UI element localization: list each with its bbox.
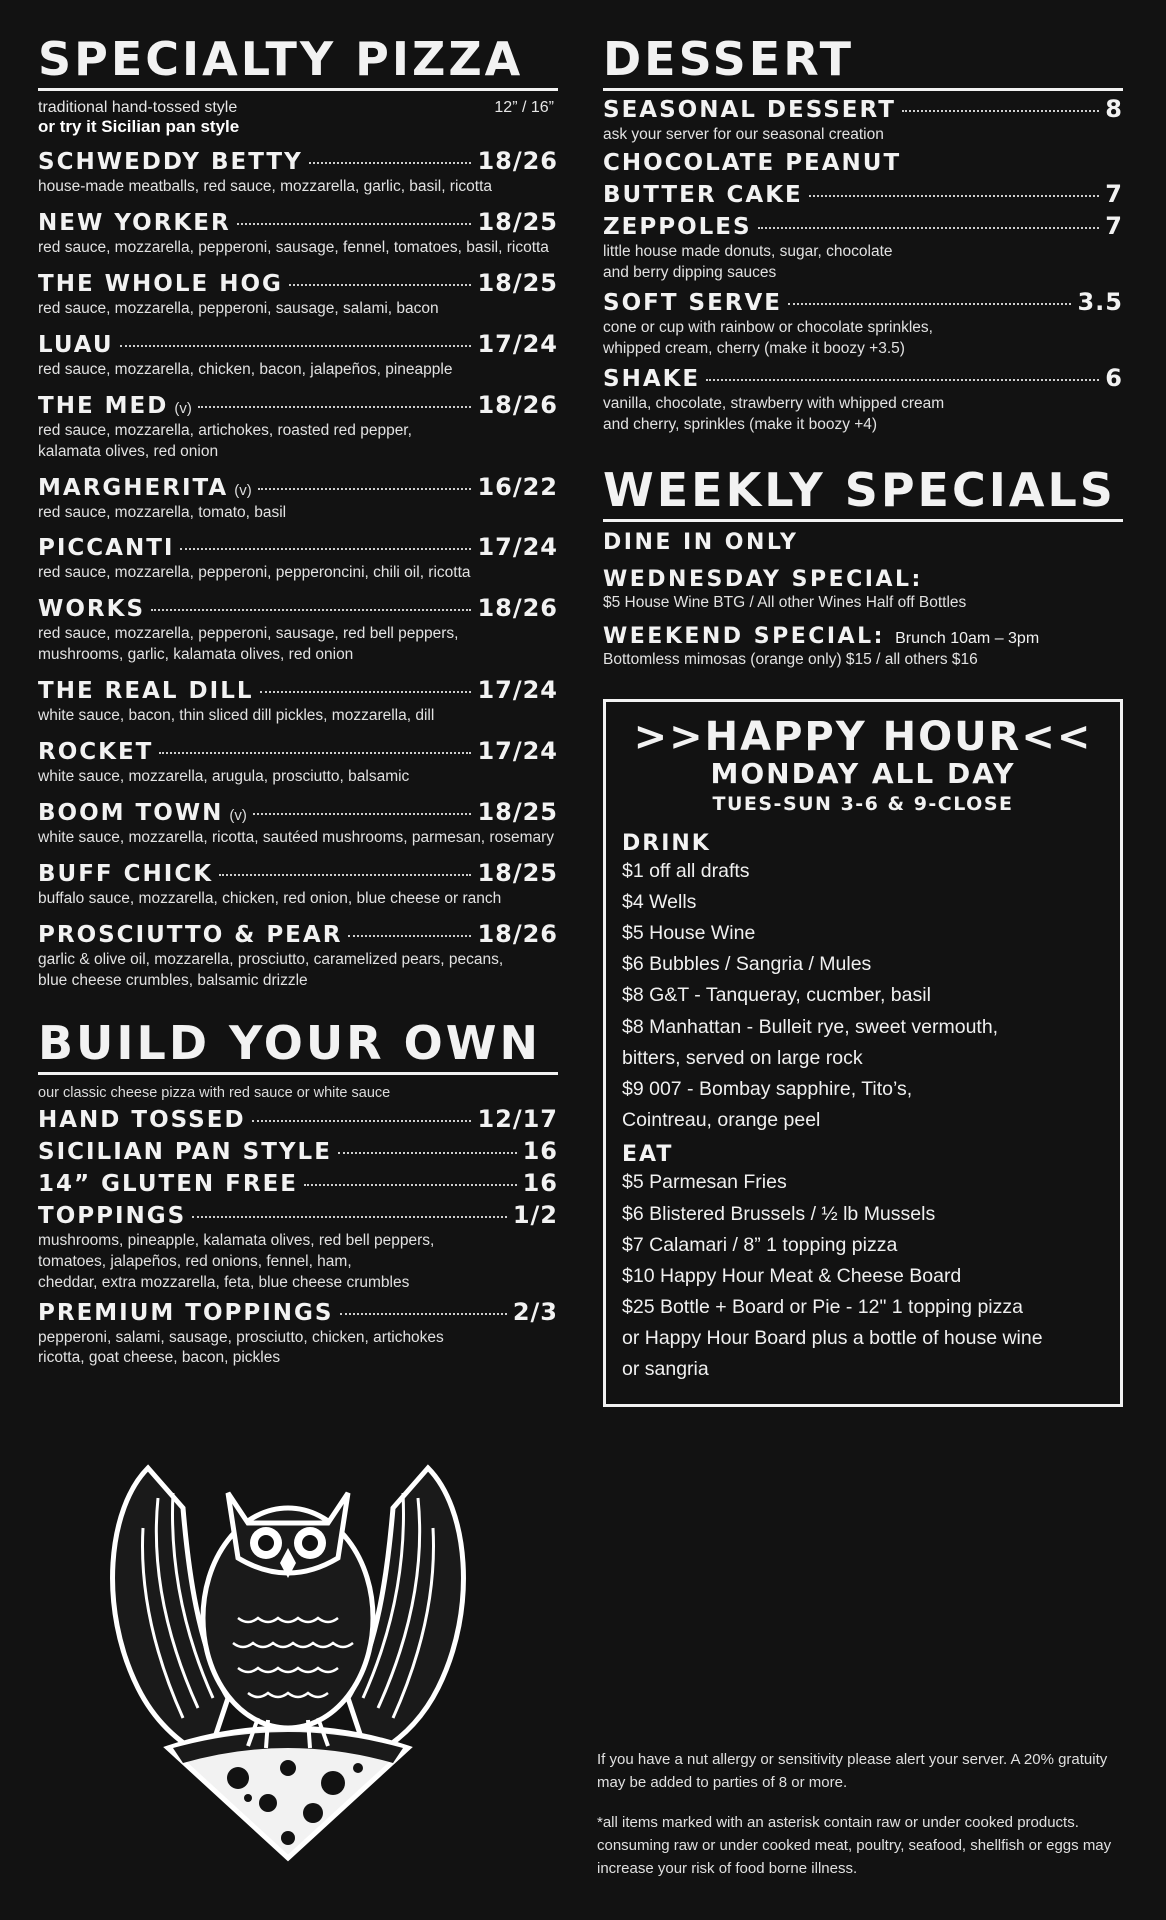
leader-dots bbox=[788, 303, 1071, 305]
menu-item bbox=[603, 288, 1123, 360]
menu-item-name: THE MED bbox=[38, 392, 169, 419]
menu-item-description: red sauce, mozzarella, pepperoni, sausage, fennel, tomatoes, basil, ricotta bbox=[38, 238, 549, 256]
menu-item-price: 18/26 bbox=[477, 594, 558, 623]
menu-item-description: pepperoni, salami, sausage, prosciutto, chicken, artichokes ricotta, goat cheese, bacon, pickles bbox=[38, 1328, 444, 1367]
menu-item-header bbox=[603, 364, 1123, 392]
menu-item-price: 18/25 bbox=[477, 798, 558, 827]
menu-item-name: CHOCOLATE PEANUT bbox=[603, 149, 902, 176]
happy-hour-times: TUES-SUN 3-6 & 9-CLOSE bbox=[712, 792, 1014, 815]
drink-item: $4 Wells bbox=[622, 890, 697, 913]
footer-notes bbox=[597, 1748, 1117, 1880]
leader-dots bbox=[219, 874, 471, 876]
menu-item-name: NEW YORKER bbox=[38, 209, 231, 236]
sizes-label: 12” / 16” bbox=[494, 99, 554, 116]
menu-item-price: 18/26 bbox=[477, 147, 558, 175]
menu-item-name: WORKS bbox=[38, 596, 146, 623]
menu-item-header bbox=[603, 212, 1123, 240]
menu-item bbox=[38, 1298, 558, 1370]
menu-item-description: red sauce, mozzarella, pepperoni, pepperoncini, chili oil, ricotta bbox=[38, 564, 471, 582]
menu-item-name: SICILIAN PAN STYLE bbox=[38, 1138, 332, 1165]
eat-item: or Happy Hour Board plus a bottle of house wine bbox=[622, 1327, 1043, 1350]
menu-item-price: 7 bbox=[1105, 179, 1123, 208]
vegetarian-marker: (v) bbox=[174, 399, 192, 417]
menu-item bbox=[38, 594, 558, 666]
menu-item bbox=[603, 95, 1123, 146]
menu-item-name: 14” GLUTEN FREE bbox=[38, 1170, 299, 1197]
menu-item bbox=[603, 180, 1123, 208]
owl-on-pizza-slice-icon bbox=[88, 1448, 488, 1868]
menu-item-price: 17/24 bbox=[477, 737, 558, 766]
menu-item-description: red sauce, mozzarella, pepperoni, sausage, red bell peppers, mushrooms, garlic, kalamata olives, red onion bbox=[38, 625, 459, 664]
leader-dots bbox=[237, 223, 472, 225]
menu-item-name: ZEPPOLES bbox=[603, 213, 752, 240]
menu-item-name: TOPPINGS bbox=[38, 1202, 187, 1229]
leader-dots bbox=[809, 195, 1100, 197]
menu-item-description: house-made meatballs, red sauce, mozzarella, garlic, basil, ricotta bbox=[38, 178, 493, 195]
leader-dots bbox=[338, 1152, 517, 1154]
menu-item-price: 2/3 bbox=[512, 1297, 558, 1326]
byo-list bbox=[38, 1105, 558, 1370]
menu-item-name: SEASONAL DESSERT bbox=[603, 97, 896, 123]
menu-item-header bbox=[38, 859, 558, 887]
right-column bbox=[597, 0, 1123, 1877]
leader-dots bbox=[258, 488, 472, 490]
menu-item-description: red sauce, mozzarella, artichokes, roasted red pepper, kalamata olives, red onion bbox=[38, 421, 412, 460]
menu-item-header bbox=[38, 147, 558, 175]
menu-item-description: white sauce, bacon, thin sliced dill pickles, mozzarella, dill bbox=[38, 707, 435, 725]
menu-item-price: 17/24 bbox=[477, 329, 558, 358]
menu-item bbox=[38, 1201, 558, 1294]
menu-item bbox=[38, 208, 558, 259]
menu-item-name: BUTTER CAKE bbox=[603, 181, 803, 208]
menu-item-name: ROCKET bbox=[38, 739, 154, 766]
menu-item-description: red sauce, mozzarella, chicken, bacon, jalapeños, pineapple bbox=[38, 360, 453, 378]
menu-item bbox=[38, 330, 558, 381]
leader-dots bbox=[340, 1313, 507, 1315]
leader-dots bbox=[304, 1184, 517, 1186]
menu-item bbox=[603, 150, 1123, 176]
menu-item-price: 18/25 bbox=[477, 207, 558, 236]
menu-item-name: HAND TOSSED bbox=[38, 1106, 246, 1133]
menu-item bbox=[603, 212, 1123, 284]
menu-item-header bbox=[38, 1298, 558, 1326]
menu-item-name: SHAKE bbox=[603, 365, 701, 392]
menu-item-price: 16/22 bbox=[477, 472, 558, 501]
leader-dots bbox=[252, 1120, 472, 1122]
drink-item: $6 Bubbles / Sangria / Mules bbox=[622, 953, 872, 976]
weekend-special-row bbox=[603, 624, 1123, 649]
menu-item bbox=[38, 737, 558, 788]
menu-item-name: THE REAL DILL bbox=[38, 678, 254, 705]
leader-dots bbox=[706, 379, 1099, 381]
drink-item: $5 House Wine bbox=[622, 922, 756, 945]
menu-item-header bbox=[603, 288, 1123, 316]
style-line: traditional hand-tossed style bbox=[38, 99, 238, 116]
menu-item-price: 3.5 bbox=[1077, 287, 1123, 316]
leader-dots bbox=[758, 227, 1100, 229]
allergy-note: If you have a nut allergy or sensitivity please alert your server. A 20% gratuity may be added to parties of 8 or more. bbox=[597, 1751, 1108, 1792]
menu-item-price: 12/17 bbox=[477, 1104, 558, 1133]
sicilian-note: or try it Sicilian pan style bbox=[38, 117, 240, 136]
menu-item-name: LUAU bbox=[38, 331, 114, 358]
eat-item: or sangria bbox=[622, 1358, 709, 1381]
menu-item-price: 16 bbox=[522, 1136, 558, 1165]
leader-dots bbox=[289, 284, 472, 286]
menu-item-price: 17/24 bbox=[477, 676, 558, 705]
menu-item-name: PREMIUM TOPPINGS bbox=[38, 1299, 334, 1326]
menu-item-description: ask your server for our seasonal creation bbox=[603, 126, 884, 143]
menu-item bbox=[38, 676, 558, 727]
menu-item-description: white sauce, mozzarella, arugula, prosciutto, balsamic bbox=[38, 768, 410, 786]
drink-item: $8 G&T - Tanqueray, cucmber, basil bbox=[622, 984, 931, 1007]
menu-item bbox=[603, 364, 1123, 436]
leader-dots bbox=[348, 935, 471, 937]
leader-dots bbox=[309, 162, 472, 164]
menu-item-name: BUFF CHICK bbox=[38, 860, 214, 887]
menu-item bbox=[38, 1105, 558, 1133]
specialty-list bbox=[38, 147, 558, 992]
menu-item-price: 18/25 bbox=[477, 858, 558, 887]
eat-item: $10 Happy Hour Meat & Cheese Board bbox=[622, 1264, 962, 1287]
menu-item bbox=[38, 1137, 558, 1165]
drink-list bbox=[622, 856, 1104, 1137]
leader-dots bbox=[192, 1216, 507, 1218]
menu-item-name: THE WHOLE HOG bbox=[38, 270, 283, 297]
menu-item bbox=[38, 269, 558, 320]
wednesday-special-desc: $5 House Wine BTG / All other Wines Half off Bottles bbox=[603, 594, 967, 612]
happy-hour-box bbox=[603, 699, 1123, 1406]
menu-item-price: 7 bbox=[1105, 211, 1123, 240]
drink-heading: DRINK bbox=[622, 830, 711, 856]
drink-item: bitters, served on large rock bbox=[622, 1046, 863, 1069]
menu-item-description: little house made donuts, sugar, chocolate and berry dipping sauces bbox=[603, 242, 893, 281]
specialty-style-row bbox=[38, 99, 558, 117]
leader-dots bbox=[260, 691, 472, 693]
menu-item-description: mushrooms, pineapple, kalamata olives, red bell peppers, tomatoes, jalapeños, red onions, fennel, ham, cheddar, extra mozzarella, feta, blue cheese crumbles bbox=[38, 1231, 435, 1291]
menu-item bbox=[38, 920, 558, 992]
drink-item: $1 off all drafts bbox=[622, 859, 750, 882]
menu-item bbox=[38, 798, 558, 849]
menu-item bbox=[38, 1169, 558, 1197]
menu-item-header bbox=[38, 330, 558, 358]
leader-dots bbox=[253, 813, 472, 815]
menu-item bbox=[38, 533, 558, 584]
menu-item-header bbox=[38, 1137, 558, 1165]
eat-item: $5 Parmesan Fries bbox=[622, 1171, 787, 1194]
left-column bbox=[38, 0, 558, 1369]
menu-item-price: 1/2 bbox=[512, 1200, 558, 1229]
leader-dots bbox=[180, 548, 471, 550]
drink-item: $8 Manhattan - Bulleit rye, sweet vermouth, bbox=[622, 1015, 999, 1038]
menu-item-description: cone or cup with rainbow or chocolate sprinkles, whipped cream, cherry (make it boozy +3.5) bbox=[603, 318, 933, 357]
menu-item-price: 16 bbox=[522, 1168, 558, 1197]
menu-item-header bbox=[38, 920, 558, 948]
menu-item-price: 6 bbox=[1105, 363, 1123, 392]
leader-dots bbox=[159, 752, 471, 754]
menu-item-header bbox=[603, 180, 1123, 208]
menu-item-name: PICCANTI bbox=[38, 535, 175, 562]
menu-item-header bbox=[38, 208, 558, 236]
vegetarian-marker: (v) bbox=[234, 481, 252, 499]
menu-item-header bbox=[603, 95, 1123, 123]
eat-item: $7 Calamari / 8” 1 topping pizza bbox=[622, 1233, 898, 1256]
menu-item-header bbox=[603, 150, 1123, 176]
menu-item-header bbox=[38, 1201, 558, 1229]
menu-item-header bbox=[38, 1105, 558, 1133]
weekend-special-desc: Bottomless mimosas (orange only) $15 / all others $16 bbox=[603, 651, 978, 669]
menu-item-name: MARGHERITA bbox=[38, 474, 229, 501]
weekend-brunch-hours: Brunch 10am – 3pm bbox=[895, 630, 1040, 648]
menu-item-description: red sauce, mozzarella, tomato, basil bbox=[38, 503, 287, 521]
menu-item-description: vanilla, chocolate, strawberry with whipped cream and cherry, sprinkles (make it boozy +4) bbox=[603, 394, 945, 433]
dessert-title: DESSERT bbox=[603, 36, 1123, 91]
menu-item bbox=[38, 147, 558, 198]
wednesday-special-title: WEDNESDAY SPECIAL: bbox=[603, 567, 923, 593]
menu-item-header bbox=[38, 391, 558, 419]
menu-item-header bbox=[38, 594, 558, 622]
menu-item-price: 8 bbox=[1105, 95, 1123, 123]
drink-item: $9 007 - Bombay sapphire, Tito’s, bbox=[622, 1077, 913, 1100]
menu-item-header bbox=[38, 269, 558, 297]
menu-item-name: PROSCIUTTO & PEAR bbox=[38, 921, 343, 948]
eat-item: $25 Bottle + Board or Pie - 12" 1 topping pizza bbox=[622, 1296, 1023, 1319]
specialty-pizza-title: SPECIALTY PIZZA bbox=[38, 36, 558, 91]
menu-item-description: buffalo sauce, mozzarella, chicken, red onion, blue cheese or ranch bbox=[38, 889, 502, 907]
menu-item-price: 18/26 bbox=[477, 919, 558, 948]
leader-dots bbox=[151, 609, 471, 611]
eat-heading: EAT bbox=[622, 1142, 674, 1168]
dessert-list bbox=[603, 95, 1123, 435]
menu-item-name: BOOM TOWN bbox=[38, 800, 224, 827]
menu-item-name: SCHWEDDY BETTY bbox=[38, 149, 303, 175]
menu-item-header bbox=[38, 473, 558, 501]
menu-item-description: red sauce, mozzarella, pepperoni, sausage, salami, bacon bbox=[38, 299, 439, 317]
happy-hour-title: >>HAPPY HOUR<< bbox=[633, 714, 1093, 761]
owl-pizza-logo bbox=[88, 1448, 488, 1868]
eat-list bbox=[622, 1167, 1104, 1385]
menu-item-price: 18/26 bbox=[477, 390, 558, 419]
leader-dots bbox=[120, 345, 472, 347]
menu-item-price: 18/25 bbox=[477, 268, 558, 297]
weekly-specials-title: WEEKLY SPECIALS bbox=[603, 467, 1123, 522]
menu-item-header bbox=[38, 676, 558, 704]
menu-item-header bbox=[38, 798, 558, 826]
raw-food-warning: *all items marked with an asterisk contain raw or under cooked products. consuming raw or under cooked meat, poultry, seafood, shellfish or eggs may increase your risk of food borne illness. bbox=[597, 1813, 1112, 1877]
menu-item-price: 17/24 bbox=[477, 533, 558, 562]
menu-item-header bbox=[38, 737, 558, 765]
menu-item-description: white sauce, mozzarella, ricotta, sautéed mushrooms, parmesan, rosemary bbox=[38, 829, 555, 847]
byo-note: our classic cheese pizza with red sauce or white sauce bbox=[38, 1084, 391, 1101]
leader-dots bbox=[902, 110, 1099, 112]
dine-in-only: DINE IN ONLY bbox=[603, 530, 799, 556]
menu-item bbox=[38, 473, 558, 524]
eat-item: $6 Blistered Brussels / ½ lb Mussels bbox=[622, 1202, 936, 1225]
monday-all-day: MONDAY ALL DAY bbox=[710, 757, 1016, 791]
weekend-special-title: WEEKEND SPECIAL: bbox=[603, 624, 885, 650]
build-your-own-title: BUILD YOUR OWN bbox=[38, 1020, 558, 1075]
menu-item bbox=[38, 391, 558, 463]
menu-item-description: garlic & olive oil, mozzarella, prosciutto, caramelized pears, pecans, blue cheese crumbles, balsamic drizzle bbox=[38, 950, 504, 989]
menu-item bbox=[38, 859, 558, 910]
menu-item-header bbox=[38, 533, 558, 561]
vegetarian-marker: (v) bbox=[229, 807, 247, 825]
menu-item-header bbox=[38, 1169, 558, 1197]
menu-item-name: SOFT SERVE bbox=[603, 289, 783, 316]
leader-dots bbox=[198, 406, 472, 408]
drink-item: Cointreau, orange peel bbox=[622, 1109, 821, 1132]
